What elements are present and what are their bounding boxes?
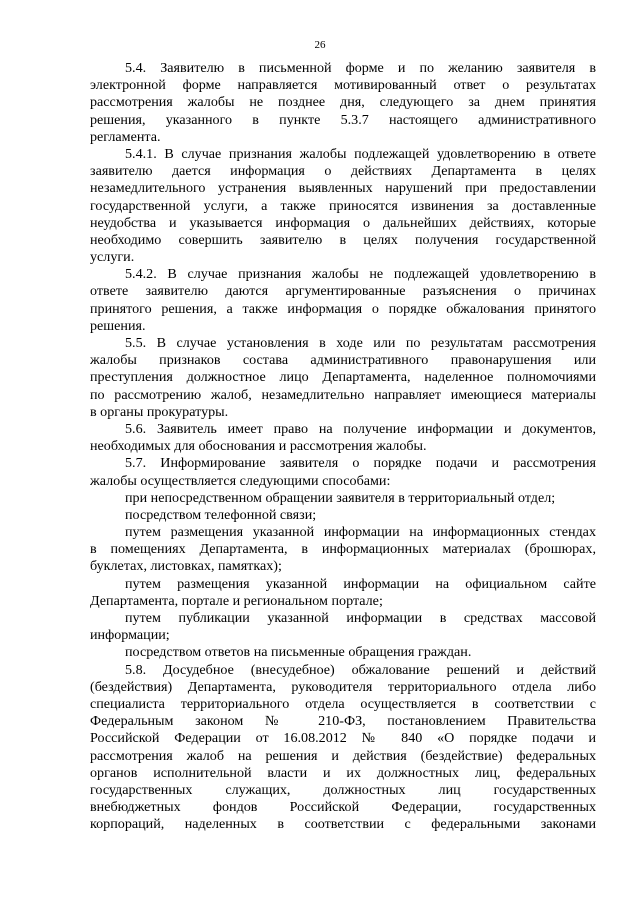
page-number: 26: [314, 39, 326, 51]
paragraph-p-method-1: [90, 490, 596, 507]
text-line: преступления должностное лицо Департамента, наделенное полномочиями: [90, 369, 596, 386]
paragraph-p-5-4-2: [90, 266, 596, 335]
paragraph-p-5-5: [90, 335, 596, 421]
document-body: [90, 60, 596, 833]
text-line: 5.8. Досудебное (внесудебное) обжалование решений и действий: [125, 661, 596, 678]
text-line: незамедлительного устранения выявленных нарушений при предоставлении: [90, 180, 596, 197]
text-line: рассмотрения жалобы не позднее дня, следующего за днем принятия: [90, 94, 596, 111]
text-line: услуги.: [90, 249, 135, 266]
text-line: заявителю дается информация о действиях Департамента в целях: [90, 163, 596, 180]
text-line: в помещениях Департамента, в информационных материалах (брошюрах,: [90, 541, 596, 558]
text-line: 5.7. Информирование заявителя о порядке подачи и рассмотрения: [125, 455, 596, 472]
text-line: (бездействия) Департамента, руководителя территориального отдела либо: [90, 678, 596, 695]
text-line: неудобства и указывается информация о дальнейших действиях, которые: [90, 214, 596, 231]
text-line: посредством ответов на письменные обращения граждан.: [125, 644, 472, 661]
paragraph-p-5-8: [90, 662, 596, 834]
text-line: необходимых для обоснования и рассмотрения жалобы.: [90, 438, 427, 455]
text-line: электронной форме направляется мотивированный ответ о результатах: [90, 77, 596, 94]
text-line: буклетах, листовках, памятках);: [90, 558, 282, 575]
text-line: по рассмотрению жалоб, незамедлительно направляет имеющиеся материалы: [90, 386, 596, 403]
text-line: государственных служащих, должностных лиц государственных: [90, 781, 596, 798]
paragraph-p-method-2: [90, 507, 596, 524]
text-line: путем размещения указанной информации на информационных стендах: [125, 524, 596, 541]
paragraph-p-5-4: [90, 60, 596, 146]
text-line: решения, указанного в пункте 5.3.7 настоящего административного: [90, 111, 596, 128]
paragraph-p-method-5: [90, 610, 596, 644]
text-line: корпораций, наделенных в соответствии с федеральными законами: [90, 816, 596, 833]
text-line: 5.6. Заявитель имеет право на получение информации и документов,: [125, 420, 596, 437]
text-line: внебюджетных фондов Российской Федерации, государственных: [90, 799, 596, 816]
text-line: информации;: [90, 627, 170, 644]
text-line: жалобы осуществляется следующими способами:: [90, 472, 391, 489]
paragraph-p-method-3: [90, 524, 596, 576]
text-line: органов исполнительной власти и их должностных лиц, федеральных: [90, 764, 596, 781]
text-line: путем размещения указанной информации на официальном сайте: [125, 575, 596, 592]
text-line: Российской Федерации от 16.08.2012 № 840 «О порядке подачи и: [90, 730, 596, 747]
text-line: Федеральным законом № 210-ФЗ, постановлением Правительства: [90, 713, 596, 730]
text-line: в органы прокуратуры.: [90, 403, 229, 420]
text-line: необходимо совершить заявителю в целях получения государственной: [90, 231, 596, 248]
text-line: государственной услуги, а также приносятся извинения за доставленные: [90, 197, 596, 214]
text-line: ответе заявителю даются аргументированные разъяснения о причинах: [90, 283, 596, 300]
paragraph-p-5-7: [90, 455, 596, 489]
text-line: 5.4. Заявителю в письменной форме и по желанию заявителя в: [125, 60, 596, 76]
paragraph-p-method-4: [90, 576, 596, 610]
text-line: решения.: [90, 317, 146, 334]
text-line: принятого решения, а также информация о порядке обжалования принятого: [90, 300, 596, 317]
text-line: специалиста территориального отдела осуществляется в соответствии с: [90, 695, 596, 712]
text-line: регламента.: [90, 128, 161, 145]
text-line: Департамента, портале и региональном портале;: [90, 592, 383, 609]
text-line: посредством телефонной связи;: [125, 506, 317, 523]
text-line: 5.4.1. В случае признания жалобы подлежащей удовлетворению в ответе: [125, 145, 596, 162]
text-line: при непосредственном обращении заявителя в территориальный отдел;: [125, 489, 556, 506]
paragraph-p-5-4-1: [90, 146, 596, 266]
paragraph-p-5-6: [90, 421, 596, 455]
text-line: жалобы признаков состава административного правонарушения или: [90, 352, 596, 369]
text-line: 5.5. В случае установления в ходе или по результатам рассмотрения: [125, 335, 596, 351]
text-line: 5.4.2. В случае признания жалобы не подлежащей удовлетворению в: [125, 266, 596, 283]
text-line: путем публикации указанной информации в средствах массовой: [125, 610, 596, 626]
text-line: рассмотрения жалоб на решения и действия (бездействие) федеральных: [90, 747, 596, 764]
paragraph-p-method-6: [90, 644, 596, 661]
